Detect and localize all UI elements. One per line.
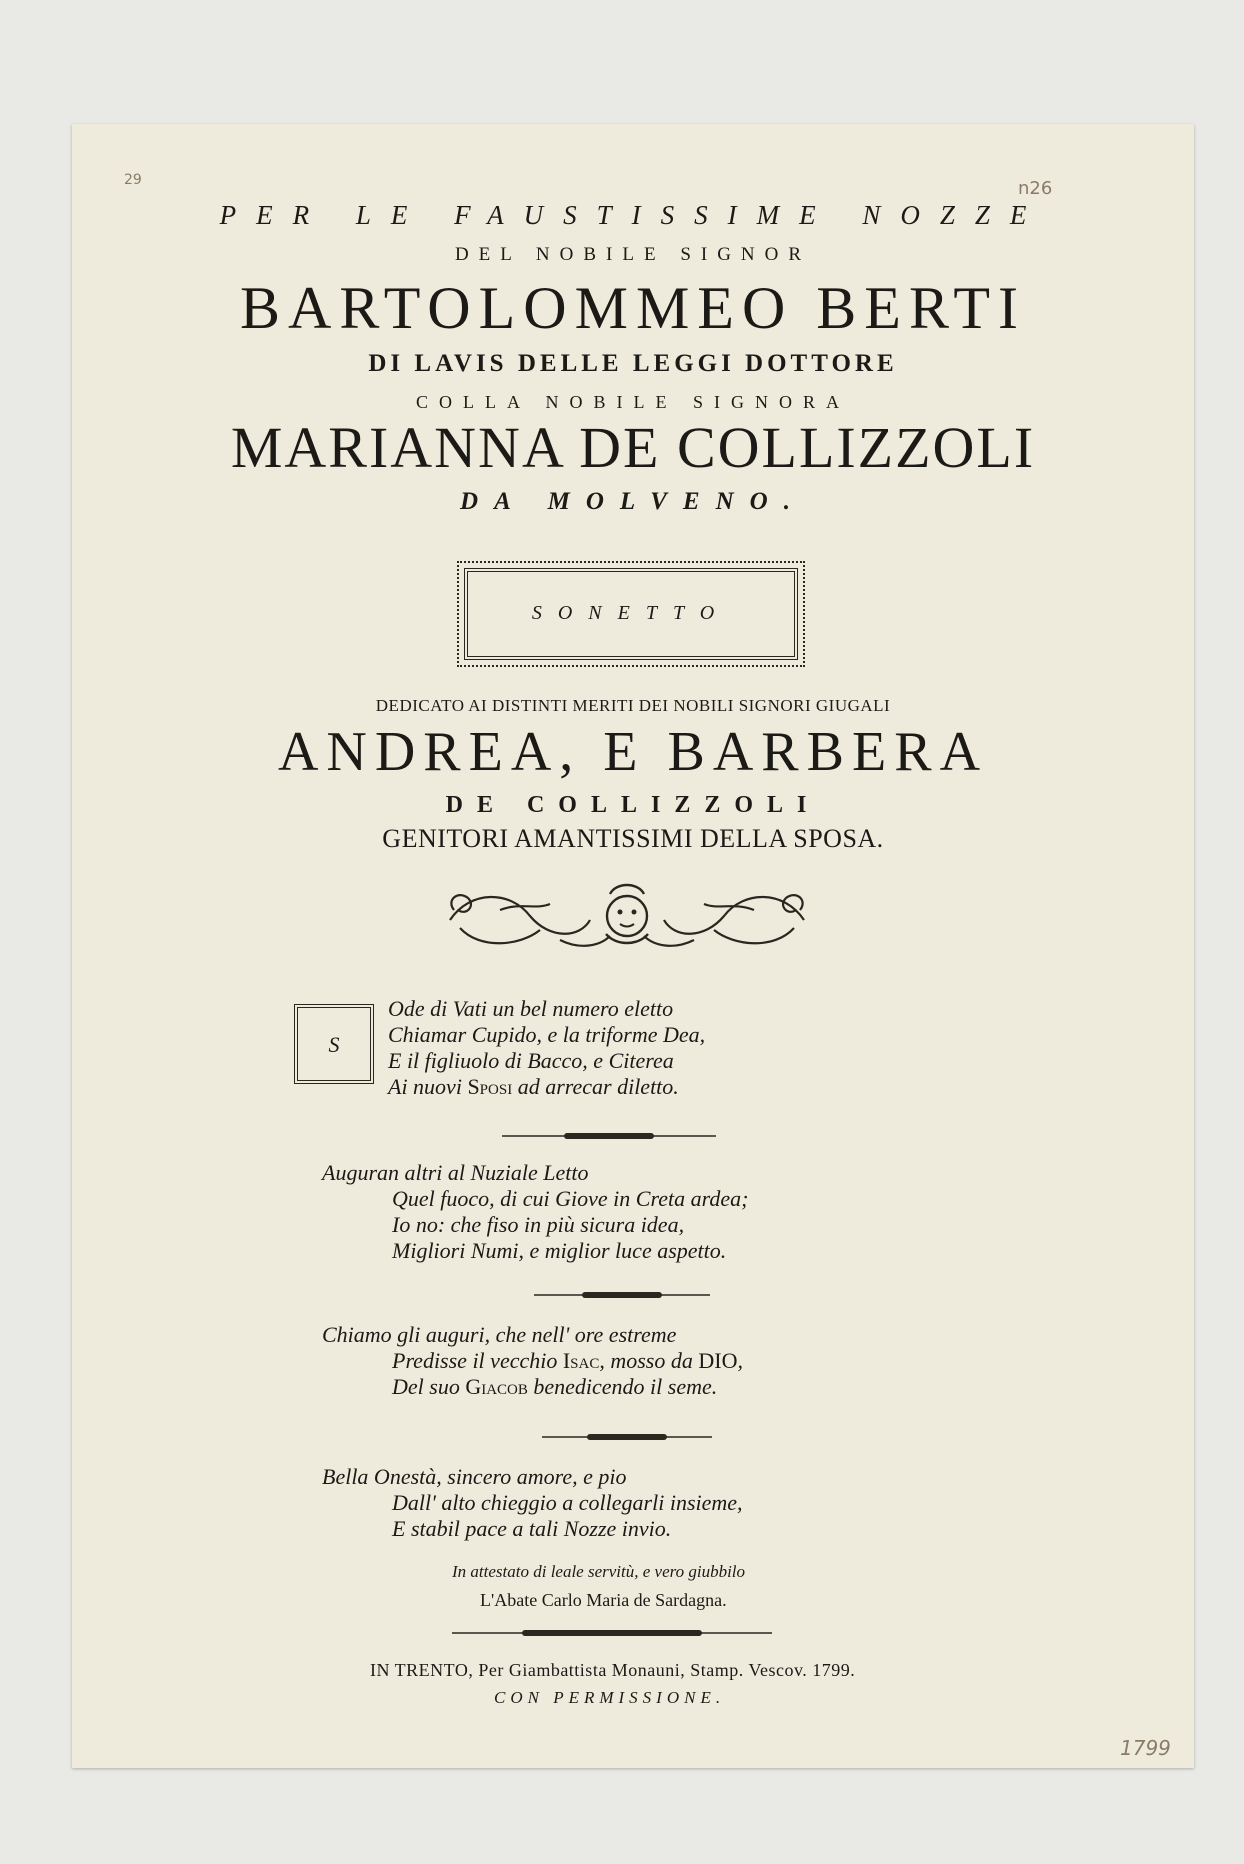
verse-line: Io no: che fiso in più sicura idea, <box>392 1212 685 1237</box>
verse-line: E il figliuolo di Bacco, e Citerea <box>388 1048 674 1073</box>
signature-line-1: In attestato di leale servitù, e vero giubbilo <box>452 1562 746 1581</box>
verse-line: Ode di Vati un bel numero eletto <box>388 996 674 1021</box>
verse-line: Bella Onestà, sincero amore, e pio <box>322 1464 627 1489</box>
divider-rule <box>502 1131 716 1141</box>
verse-line: Chiamo gli auguri, che nell' ore estreme <box>322 1322 677 1347</box>
sonnet-label-frame <box>464 568 798 660</box>
verse-line: Ai nuovi Sposi ad arrecar diletto. <box>388 1074 679 1099</box>
stanza-2 <box>322 1160 748 1264</box>
dedication-line-4: GENITORI AMANTISSIMI DELLA SPOSA. <box>382 824 884 853</box>
verse-line: Del suo Giacob benedicendo il seme. <box>392 1374 718 1399</box>
signature-author: L'Abate Carlo Maria de Sardagna. <box>480 1590 727 1610</box>
groom-title: DI LAVIS DELLE LEGGI DOTTORE <box>368 350 898 377</box>
divider-rule <box>452 1628 772 1638</box>
divider-rule <box>534 1290 710 1300</box>
pencil-note-top-left: 29 <box>124 172 142 188</box>
divider-rule <box>542 1432 712 1442</box>
title-line-2: DEL NOBILE SIGNOR <box>454 244 812 265</box>
verse-line: Chiamar Cupido, e la triforme Dea, <box>388 1022 706 1047</box>
dedicatee-names: ANDREA, E BARBERA <box>277 721 989 783</box>
groom-name: BARTOLOMMEO BERTI <box>239 275 1027 341</box>
drop-cap-frame <box>294 1004 374 1084</box>
broadside-sheet <box>72 124 1194 1768</box>
drop-cap-letter: S <box>328 1032 340 1057</box>
dedication-line: DEDICATO AI DISTINTI MERITI DEI NOBILI SIGNORI GIUGALI <box>375 696 891 715</box>
imprint-line: IN TRENTO, Per Giambattista Monauni, Stamp. Vescov. 1799. <box>370 1660 856 1680</box>
floral-ornament-icon <box>440 880 814 956</box>
bride-name: MARIANNA DE COLLIZZOLI <box>230 415 1036 480</box>
title-line-1: PER LE FAUSTISSIME NOZZE <box>219 200 1047 230</box>
pencil-note-bottom-right: 1799 <box>1120 1736 1171 1760</box>
verse-line: Predisse il vecchio Isac, mosso da DIO, <box>392 1348 743 1373</box>
bride-origin: DA MOLVENO. <box>460 488 806 515</box>
stanza-1 <box>388 996 705 1100</box>
title-line-5: COLLA NOBILE SIGNORA <box>416 392 850 412</box>
verse-line: Migliori Numi, e miglior luce aspetto. <box>392 1238 727 1263</box>
pencil-note-top-right: n26 <box>1018 178 1053 199</box>
dedicatee-surname: DE COLLIZZOLI <box>445 792 821 818</box>
verse-line: Auguran altri al Nuziale Letto <box>322 1160 589 1185</box>
sonnet-label: SONETTO <box>531 602 731 624</box>
verse-line: Quel fuoco, di cui Giove in Creta ardea; <box>392 1186 749 1211</box>
stanza-4 <box>322 1464 743 1542</box>
stanza-3 <box>322 1322 743 1400</box>
verse-line: Dall' alto chieggio a collegarli insieme, <box>392 1490 743 1515</box>
imprint-permission: CON PERMISSIONE. <box>494 1688 726 1707</box>
verse-line: E stabil pace a tali Nozze invio. <box>392 1516 672 1541</box>
